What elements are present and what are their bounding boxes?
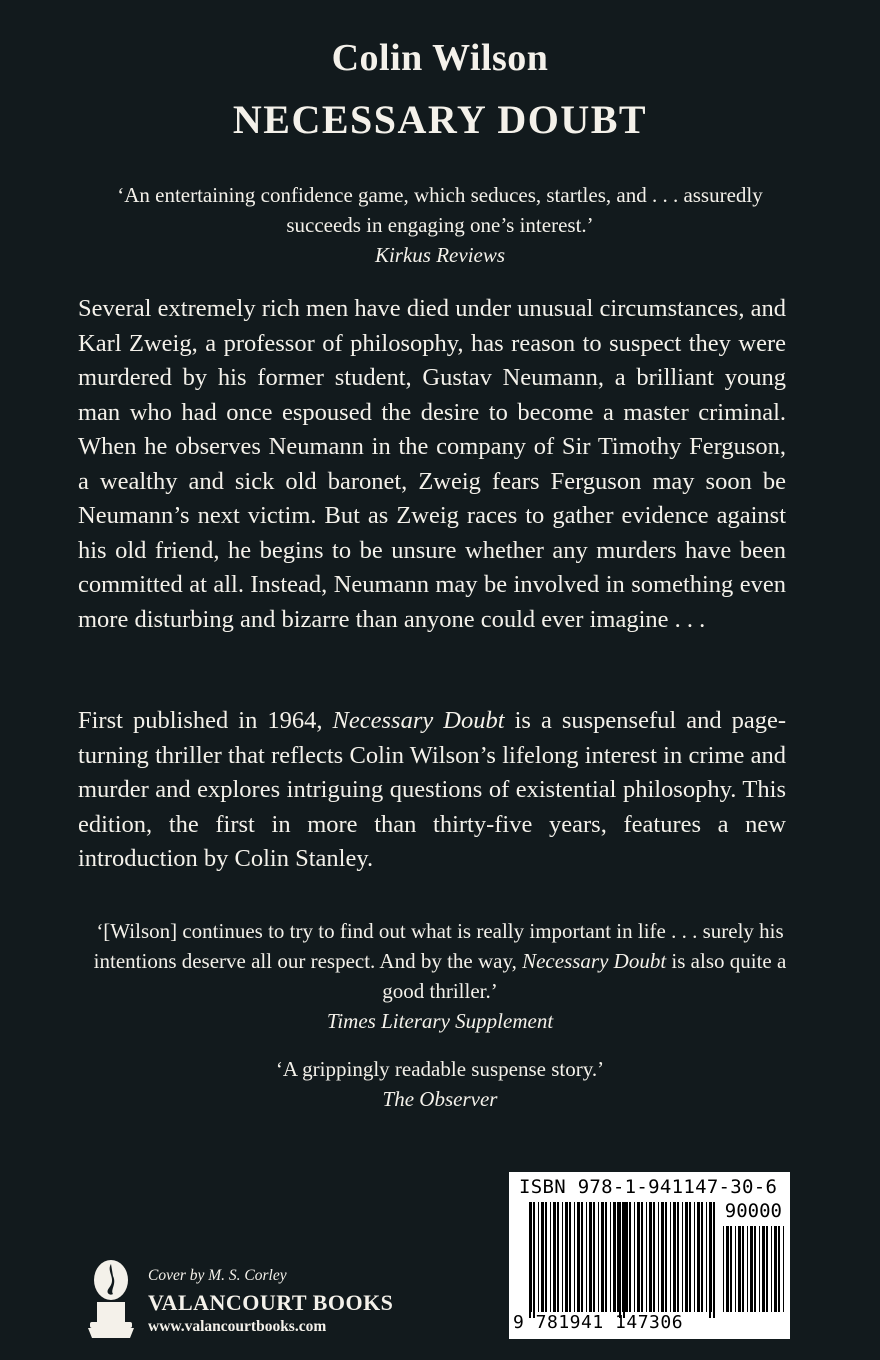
- quote-source: The Observer: [382, 1087, 498, 1111]
- barcode-box: [509, 1172, 790, 1339]
- paragraph-2-rest: is a suspenseful and page-turning thriller that reflects Colin Wilson’s lifelong interest in crime and murder and explores intriguing questions of existential philosophy. This edition, the first in more than thirty-five years, features a new introduction by Colin Stanley.: [78, 707, 787, 872]
- quote-text-end: is also quite a good thriller.’: [382, 949, 787, 1003]
- price-code: 90000: [724, 1200, 782, 1222]
- cover-credit: Cover by M. S. Corley: [148, 1267, 287, 1284]
- publisher-block: [84, 1258, 444, 1342]
- book-title: NECESSARY DOUBT: [232, 97, 648, 142]
- quote-text: ‘[Wilson] continues to try to find out what is really important in life . . . surely his intentions deserve all our respect. And by the way,: [93, 919, 784, 973]
- quote-source: Times Literary Supplement: [326, 1009, 554, 1033]
- quote-title: Necessary Doubt: [522, 949, 667, 973]
- review-quote-kirkus: [80, 180, 800, 270]
- description-paragraph-1: Several extremely rich men have died under unusual circumstances, and Karl Zweig, a professor of philosophy, has reason to suspect they were murdered by his former student, Gustav Neumann, a brilliant young man who had once espoused the desire to become a master criminal. When he observes Neumann in the company of Sir Timothy Ferguson, a wealthy and sick old baronet, Zweig fears Ferguson may soon be Neumann’s next victim. But as Zweig races to gather evidence against his old friend, he begins to be unsure whether any murders have been committed at all. Instead, Neumann may be involved in something even more disturbing and bizarre than anyone could ever imagine . . .: [78, 295, 786, 633]
- publisher-url: www.valancourtbooks.com: [148, 1318, 327, 1335]
- publication-note: [78, 704, 786, 877]
- description-paragraph-2: [78, 704, 786, 877]
- book-description: [78, 292, 786, 637]
- quote-text: ‘An entertaining confidence game, which seduces, startles, and . . . assuredly succeeds in engaging one’s interest.’: [117, 183, 763, 237]
- quote-source: Kirkus Reviews: [374, 243, 506, 267]
- paragraph-2-title: Necessary Doubt: [332, 707, 505, 734]
- author-name: Colin Wilson: [331, 37, 549, 79]
- ean-digits: 9 781941 147306: [513, 1312, 684, 1333]
- paragraph-2-start: First published in 1964,: [78, 707, 323, 734]
- publisher-name: VALANCOURT BOOKS: [148, 1290, 394, 1315]
- isbn-label: ISBN 978-1-941147-30-6: [519, 1176, 778, 1198]
- review-quote-tls: [80, 916, 800, 1036]
- quote-text: ‘A grippingly readable suspense story.’: [275, 1057, 605, 1081]
- review-quote-observer: [80, 1054, 800, 1114]
- flame-candle-icon: [84, 1258, 138, 1342]
